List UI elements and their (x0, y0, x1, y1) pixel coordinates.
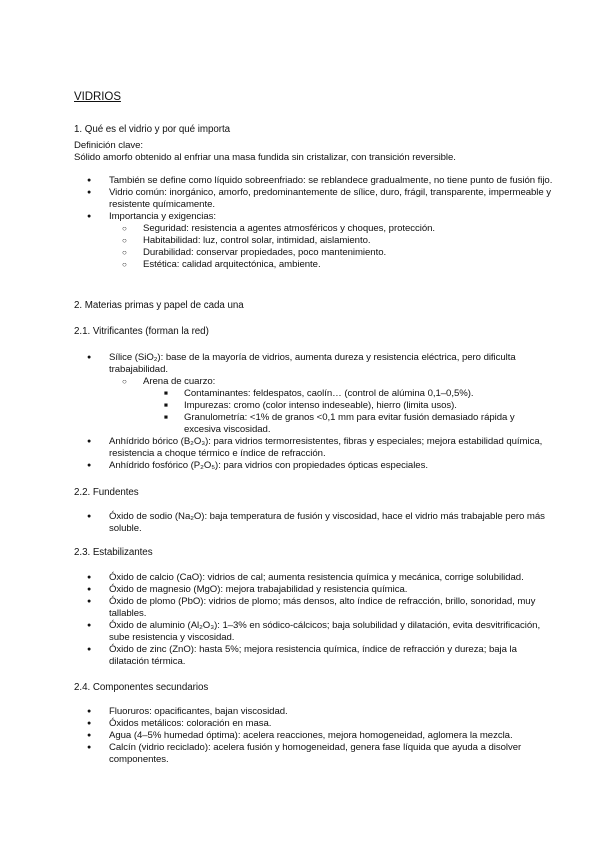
list-item: ● Óxido de sodio (Na₂O): baja temperatura de fusión y viscosidad, hace el vidrio más trabajable pero más soluble. (74, 511, 554, 535)
list-item: ● Fluoruros: opacificantes, bajan viscosidad. (74, 706, 554, 718)
sublist-item: ○ Habitabilidad: luz, control solar, intimidad, aislamiento. (102, 235, 543, 247)
list-item: ● Óxido de plomo (PbO): vidrios de plomo; más densos, alto índice de refracción, brillo, sonoridad, muy tallables. (74, 596, 554, 620)
list-item: ● Calcín (vidrio reciclado): acelera fusión y homogeneidad, genera fase líquida que ayuda a disolver componentes. (74, 742, 554, 766)
sublist (109, 223, 554, 271)
sub-sublist-item: ■ Impurezas: cromo (color intenso indeseable), hierro (limita usos). (129, 400, 524, 412)
sublist-item: ○ Durabilidad: conservar propiedades, poco mantenimiento. (102, 247, 543, 259)
sub-sublist-item: ■ Granulometría: <1% de granos <0,1 mm para evitar fusión demasiado rápida y excesiva viscosidad. (129, 412, 524, 436)
list-item: ● Óxido de zinc (ZnO): hasta 5%; mejora resistencia química, índice de refracción y dureza; baja la dilatación térmica. (74, 644, 554, 668)
section-2-4-heading: 2.4. Componentes secundarios (74, 682, 209, 693)
section-1-list (74, 175, 554, 271)
sublist-item-label: Arena de cuarzo: (143, 376, 216, 387)
document-title: VIDRIOS (74, 91, 121, 103)
section-2-2-list (74, 511, 554, 535)
list-item: ● También se define como líquido sobreenfriado: se reblandece gradualmente, no tiene punto de fusión fijo. (74, 175, 554, 187)
section-2-3-heading: 2.3. Estabilizantes (74, 547, 153, 558)
list-item: ● Anhídrido bórico (B₂O₃): para vidrios termorresistentes, fibras y especiales; mejora estabilidad química, resistencia a choque térmico e índice de refracción. (74, 436, 554, 460)
sublist-item: ○ Seguridad: resistencia a agentes atmosféricos y choques, protección. (102, 223, 543, 235)
section-2-2-heading: 2.2. Fundentes (74, 487, 139, 498)
list-item (74, 211, 554, 271)
sublist-item (102, 376, 543, 436)
list-item-text: Sílice (SiO₂): base de la mayoría de vidrios, aumenta dureza y resistencia eléctrica, pero dificulta trabajabilidad. (109, 352, 516, 375)
section-2-3-list (74, 572, 554, 668)
list-item: ● Óxido de aluminio (Al₂O₃): 1–3% en sódico-cálcicos; baja solubilidad y dilatación, evita desvitrificación, sube resistencia y viscosidad. (74, 620, 554, 644)
definition-text: Sólido amorfo obtenido al enfriar una masa fundida sin cristalizar, con transición reversible. (74, 152, 456, 163)
sublist-item: ○ Estética: calidad arquitectónica, ambiente. (102, 259, 543, 271)
definition-label: Definición clave: (74, 140, 144, 151)
list-item: ● Óxidos metálicos: coloración en masa. (74, 718, 554, 730)
sub-sublist (143, 388, 543, 436)
sub-sublist-item: ■ Contaminantes: feldespatos, caolín… (control de alúmina 0,1–0,5%). (129, 388, 524, 400)
sublist (109, 376, 554, 436)
list-item: ● Vidrio común: inorgánico, amorfo, predominantemente de sílice, duro, frágil, transparente, impermeable y resistente químicamente. (74, 187, 554, 211)
section-1-heading: 1. Qué es el vidrio y por qué importa (74, 124, 231, 135)
section-2-4-list (74, 706, 554, 766)
list-item: ● Óxido de magnesio (MgO): mejora trabajabilidad y resistencia química. (74, 584, 554, 596)
section-2-heading: 2. Materias primas y papel de cada una (74, 300, 244, 311)
list-item: ● Agua (4–5% humedad óptima): acelera reacciones, mejora homogeneidad, aglomera la mezcla. (74, 730, 554, 742)
list-item: ● Óxido de calcio (CaO): vidrios de cal; aumenta resistencia química y mecánica, corrige solubilidad. (74, 572, 554, 584)
list-item-label: Importancia y exigencias: (109, 211, 216, 222)
section-2-1-list (74, 352, 554, 472)
list-item (74, 352, 554, 436)
section-2-1-heading: 2.1. Vitrificantes (forman la red) (74, 326, 209, 337)
list-item: ● Anhídrido fosfórico (P₂O₅): para vidrios con propiedades ópticas especiales. (74, 460, 554, 472)
